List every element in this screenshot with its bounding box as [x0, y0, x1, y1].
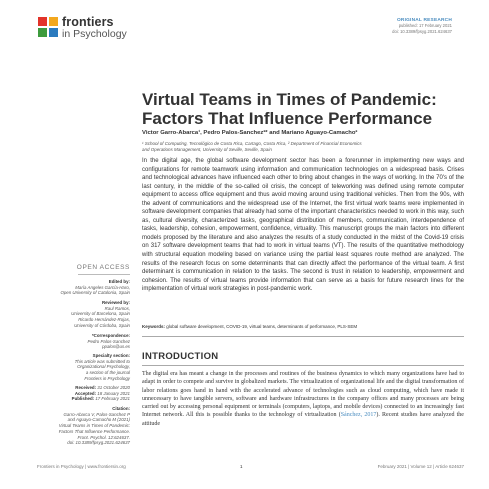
specialty-line: Organizational Psychology, [77, 364, 130, 370]
specialty-label: Specialty section: [92, 353, 130, 358]
correspondence-email[interactable]: ppalos@us.es [102, 344, 130, 350]
author-list: Victor Garro-Abarca¹, Pedro Palos-Sanchez²* and Mariano Aguayo-Camacho² [142, 130, 358, 136]
article-meta [392, 18, 452, 34]
citation-line: Factors That Influence Performance. [58, 428, 130, 434]
citation-block [37, 406, 130, 446]
keywords [142, 324, 464, 329]
divider [78, 274, 130, 275]
affiliation-line: ¹ School of Computing, Tecnológico de Costa Rica, Cartago, Costa Rica, ² Department of Financial Economics [142, 141, 362, 146]
edited-by [37, 279, 130, 296]
accepted-date: 18 January 2021 [97, 390, 130, 396]
reviewer-affiliation: University of Córdoba, Spain [74, 322, 130, 328]
keywords-text: global software development, COVID-19, virtual teams, determinants of performance, PLS-SEM [166, 324, 358, 329]
footer-issue: February 2021 | Volume 12 | Article 624637 [377, 464, 464, 469]
reviewer-affiliation: University of Barcelona, Spain [71, 311, 130, 317]
correspondence-name: Pedro Palos-Sanchez [87, 338, 130, 344]
abstract: In the digital age, the global software development sector has been a forerunner in implementing new ways and configurations for remote teamwork using information and communication technologies on a widespread basis. Crises and technological advances have influenced each other to bring about changes in the ways of working. In the 70's of the last century, in the middle of the so-called oil crisis, the concept of teleworking was defined using remote computer equipment to access office equipment and thus avoid moving around using traditional vehicles. Then from the 90s, with the advent of communications and the widespread use of the Internet, the first virtual work teams were implemented in software development companies that already had some of the important characteristics needed to work in this way, such as, cultural diversity, characterized tasks, geographical distribution of members, communication, interdependence of tasks, leadership, cohesion, empowerment, confidence, virtuality. This manuscript groups the main factors into different models proposed by the literature and also analyzes the results of a study conducted in the midst of the Covid-19 crisis on 317 software development teams that had to work in virtual teams (VT). The results of the quantitative methodology with structural equation modeling based on variance using the partial least squares route method are analyzed. The results of the research focus on some determinants that can directly affect the performance of the virtual team. A first determinant is communication in relation to the tasks. The second is trust in relation to leadership, empowerment and cohesion. The results of virtual teams provide information that can serve as a basis for future research lines for the implementation of virtual work strategies in post-pandemic work. [142, 158, 464, 293]
citation-doi[interactable]: doi: 10.3389/fpsyg.2021.624637 [67, 440, 130, 446]
citation-line: Virtual Teams in Times of Pandemic: [58, 423, 130, 429]
citation-line: and Aguayo-Camacho M (2021) [67, 417, 130, 423]
correspondence [37, 333, 130, 350]
page-number: 1 [240, 464, 243, 469]
open-access-label: OPEN ACCESS [76, 264, 130, 271]
published-date: published: 17 February 2021 [398, 23, 452, 29]
editor-name: María Angeles García-Haro, [75, 284, 130, 290]
article-type: ORIGINAL RESEARCH [396, 18, 452, 23]
published-date-side: 17 February 2021 [95, 396, 130, 402]
brand-name: frontiers [62, 15, 114, 29]
citation-link[interactable]: Sánchez, 2017 [340, 412, 377, 419]
published-label: Published: [71, 396, 95, 402]
intro-text: The digital era has meant a change in the processes and routines of the business dynamics to which many organizations have had to adapt in order to compete and survive in globalized markets. The virtualization of organizational life and the digital transformation of labor relations goes hand in hand with the accelerated advance of technologies such as cloud computing, which have made it unnecessary to have tangible servers, software and hardware infrastructures in the company offices and many processes are being carried out by accessing personal equipment or terminals (computers, laptops, and mobile devices) connected to an increasingly fast Internet network. All this is possible thanks to the technology of virtualization ( [142, 371, 464, 419]
citation-label: Citation: [112, 406, 130, 411]
divider [142, 336, 464, 337]
paper-title: Virtual Teams in Times of Pandemic: Factors That Influence Performance [142, 90, 437, 128]
journal-name: in Psychology [62, 28, 127, 40]
reviewed-by-label: Reviewed by: [101, 300, 130, 305]
editor-affiliation: Open University of Catalonia, Spain [60, 290, 130, 296]
specialty-section [37, 353, 130, 382]
reviewed-by [37, 300, 130, 329]
intro-text: ). Recent studies have analyzed the attitude [142, 412, 464, 427]
footer-journal[interactable]: Frontiers in Psychology | www.frontiersin.org [37, 464, 126, 469]
dates [37, 385, 130, 402]
correspondence-label: *Correspondence: [91, 333, 130, 338]
section-heading-introduction: INTRODUCTION [142, 351, 219, 362]
specialty-line: a section of the journal [85, 370, 130, 376]
divider [142, 365, 464, 366]
doi[interactable]: doi: 10.3389/fpsyg.2021.624637 [392, 28, 452, 34]
received-date: 31 October 2020 [97, 385, 130, 390]
specialty-line: This article was submitted to [74, 358, 130, 364]
citation-line: Garro-Abarca V, Palos-Sanchez P [63, 411, 130, 417]
received-label: Received: [75, 385, 97, 390]
edited-by-label: Edited by: [108, 279, 130, 284]
journal-logo [37, 14, 167, 42]
frontiers-logo-icon [37, 16, 59, 38]
keywords-label: Keywords: [142, 324, 166, 329]
affiliation-line: and Operations Management, University of Seville, Seville, Spain [142, 147, 272, 152]
affiliations [142, 141, 462, 153]
specialty-line: Frontiers in Psychology [84, 375, 130, 381]
accepted-label: Accepted: [74, 390, 97, 396]
reviewer-name: Ricardo Hernández-Rojas, [78, 317, 130, 323]
reviewer-name: Raul Ramos, [104, 305, 130, 311]
introduction-paragraph [142, 370, 464, 428]
citation-line: Front. Psychol. 12:624637. [77, 434, 130, 440]
